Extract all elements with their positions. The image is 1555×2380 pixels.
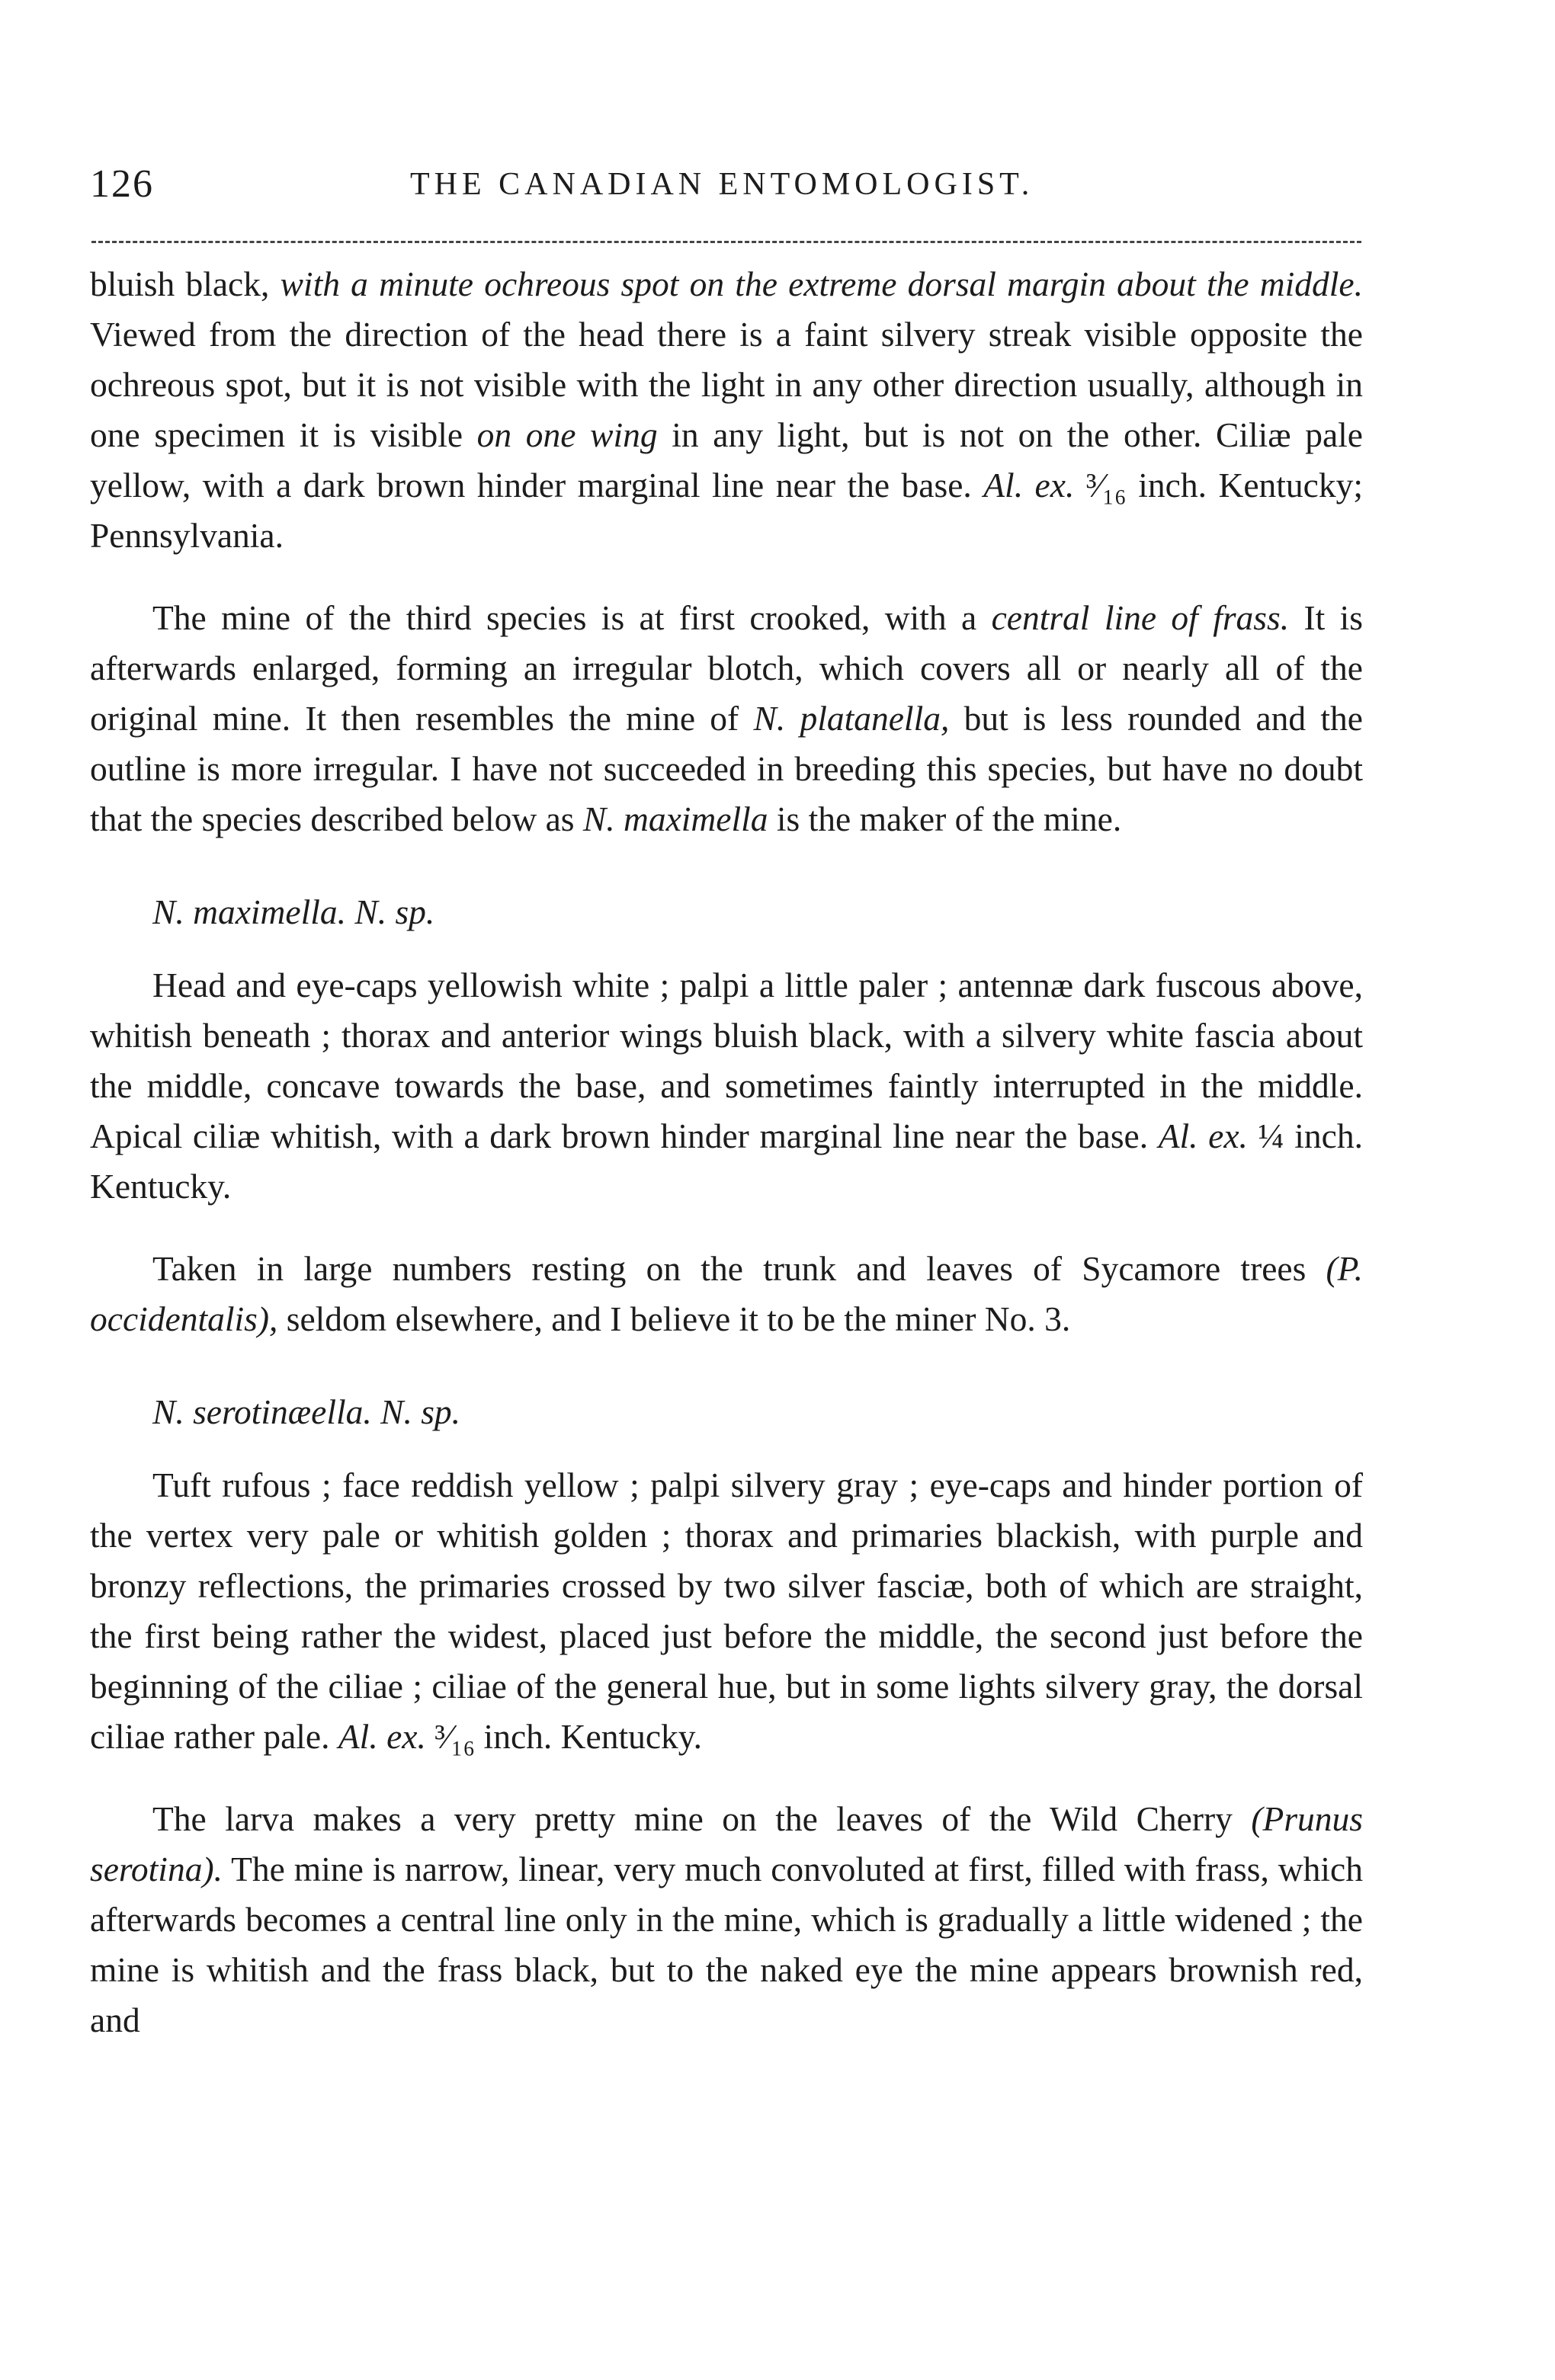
paragraph-5: Tuft rufous ; face reddish yellow ; palpi silvery gray ; eye-caps and hinder portion of the vertex very pale or whitish golden ; thorax and primaries blackish, with purple and bronzy reflections, the primaries crossed by two silver fasciæ, both of which are straight, the first being rather the widest, placed just before the middle, the second just before the beginning of the ciliae ; ciliae of the general hue, but in some lights silvery gray, the dorsal ciliae rather pale. Al. ex. ³⁄₁₆ inch. Kentucky. bbox=[90, 1465, 1363, 1756]
running-title: THE CANADIAN ENTOMOLOGIST. bbox=[410, 167, 1034, 202]
paragraph-1: bluish black, with a minute ochreous spot on the extreme dorsal margin about the middle. Viewed from the direction of the head there is a faint silvery streak visible opposite the ochreous spot, but it is not visible with the light in any other direction usually, although in one specimen it is visible on one wing in any light, but is not on the other. Ciliæ pale yellow, with a dark brown hinder marginal line near the base. Al. ex. ³⁄₁₆ inch. Kentucky; Pennsylvania. bbox=[90, 264, 1364, 555]
paragraph-3: Head and eye-caps yellowish white ; palpi a little paler ; antennæ dark fuscous above, whitish beneath ; thorax and anterior wings bluish black, with a silvery white fascia about the middle, concave towards the base, and sometimes faintly interrupted in the middle. Apical ciliæ whitish, with a dark brown hinder marginal line near the base. Al. ex. ¼ inch. Kentucky. bbox=[90, 966, 1363, 1206]
paragraph-6: The larva makes a very pretty mine on the leaves of the Wild Cherry (Prunus serotina). The mine is narrow, linear, very much convoluted at first, filled with frass, which afterwards becomes a central line only in the mine, which is gradually a little widened ; the mine is whitish and the frass black, but to the naked eye the mine appears brownish red, and bbox=[90, 1799, 1363, 2039]
page-number: 126 bbox=[90, 162, 154, 206]
paragraph-2: The mine of the third species is at first crooked, with a central line of frass. It is afterwards enlarged, forming an irregular blotch, which covers all or nearly all of the original mine. It then resembles the mine of N. platanella, but is less rounded and the outline is more irregular. I have not succeeded in breeding this species, but have no doubt that the species described below as N. maximella is the maker of the mine. bbox=[90, 598, 1364, 838]
header-rule bbox=[91, 241, 1361, 243]
page-body bbox=[90, 259, 1363, 2045]
species-heading-maximella: N. maximella. N. sp. bbox=[152, 892, 435, 931]
paragraph-4: Taken in large numbers resting on the trunk and leaves of Sycamore trees (P. occidentalis), seldom elsewhere, and I believe it to be the miner No. 3. bbox=[90, 1249, 1363, 1338]
species-heading-serotinaeella: N. serotinæella. N. sp. bbox=[152, 1392, 461, 1431]
page-header bbox=[90, 162, 1363, 215]
